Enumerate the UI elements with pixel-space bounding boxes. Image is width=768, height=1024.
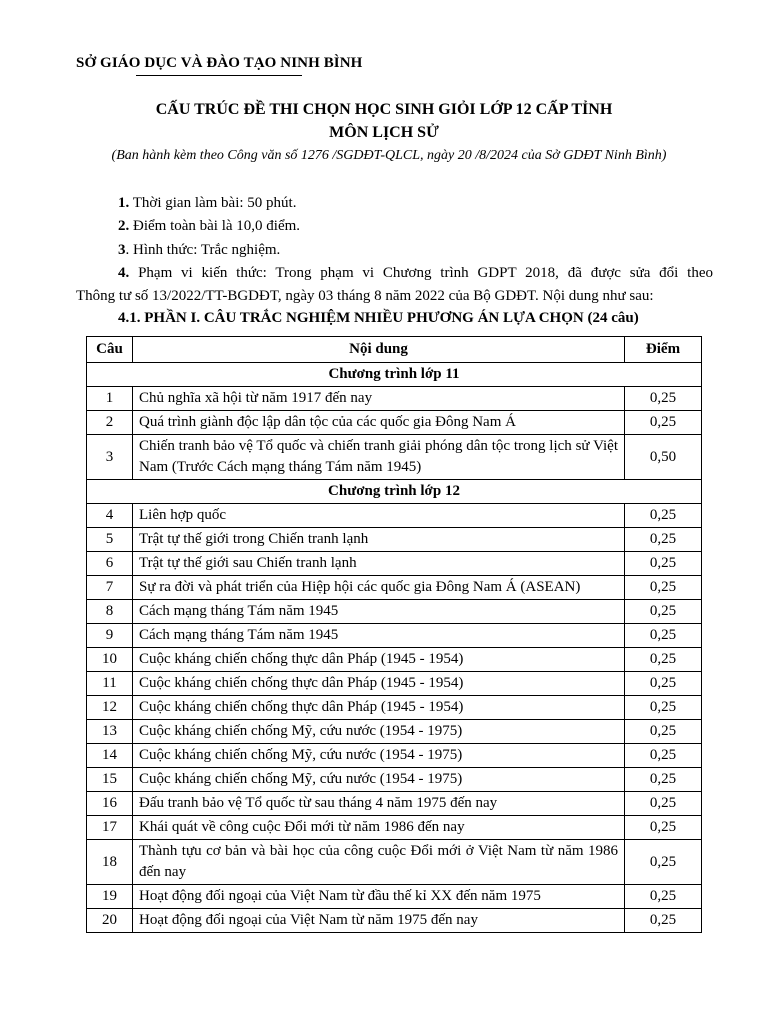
item-format (118, 242, 280, 259)
question-number: 12 (87, 696, 133, 720)
question-score: 0,25 (625, 768, 702, 792)
item-number: 1. (118, 195, 130, 211)
question-number: 14 (87, 744, 133, 768)
department-underline (136, 75, 302, 76)
question-score: 0,25 (625, 885, 702, 909)
question-number: 11 (87, 672, 133, 696)
group-row (87, 363, 702, 387)
table-row (87, 672, 702, 696)
table-row (87, 720, 702, 744)
question-number: 15 (87, 768, 133, 792)
question-score: 0,25 (625, 840, 702, 885)
table-row (87, 411, 702, 435)
item-number: 2. (118, 218, 130, 234)
table-row (87, 768, 702, 792)
table-row (87, 648, 702, 672)
question-content: Đấu tranh bảo vệ Tổ quốc từ sau tháng 4 năm 1975 đến nay (133, 792, 625, 816)
question-score: 0,25 (625, 672, 702, 696)
question-number: 10 (87, 648, 133, 672)
subject-title: MÔN LỊCH SỬ (329, 124, 439, 141)
question-number: 19 (87, 885, 133, 909)
question-content: Khái quát về công cuộc Đổi mới từ năm 1986 đến nay (133, 816, 625, 840)
table-row (87, 504, 702, 528)
question-content: Cuộc kháng chiến chống Mỹ, cứu nước (1954 - 1975) (133, 744, 625, 768)
table-row (87, 435, 702, 480)
item-text: Điểm toàn bài là 10,0 điểm. (129, 218, 301, 234)
table-body (87, 363, 702, 933)
table-row (87, 387, 702, 411)
content-table (86, 336, 702, 933)
item-total-score (118, 218, 300, 235)
table-row (87, 816, 702, 840)
question-number: 4 (87, 504, 133, 528)
question-score: 0,25 (625, 720, 702, 744)
question-score: 0,50 (625, 435, 702, 480)
question-content: Chiến tranh bảo vệ Tổ quốc và chiến tranh giải phóng dân tộc trong lịch sử Việt Nam (Trước Cách mạng tháng Tám năm 1945) (133, 435, 625, 480)
question-score: 0,25 (625, 696, 702, 720)
question-number: 7 (87, 576, 133, 600)
group-label: Chương trình lớp 11 (87, 363, 702, 387)
table-row (87, 909, 702, 933)
question-content: Cách mạng tháng Tám năm 1945 (133, 624, 625, 648)
question-content: Cuộc kháng chiến chống thực dân Pháp (1945 - 1954) (133, 672, 625, 696)
question-score: 0,25 (625, 411, 702, 435)
question-content: Cuộc kháng chiến chống thực dân Pháp (1945 - 1954) (133, 648, 625, 672)
question-content: Trật tự thế giới sau Chiến tranh lạnh (133, 552, 625, 576)
question-number: 17 (87, 816, 133, 840)
question-score: 0,25 (625, 816, 702, 840)
question-score: 0,25 (625, 528, 702, 552)
question-content: Chủ nghĩa xã hội từ năm 1917 đến nay (133, 387, 625, 411)
question-content: Cách mạng tháng Tám năm 1945 (133, 600, 625, 624)
question-number: 18 (87, 840, 133, 885)
question-score: 0,25 (625, 504, 702, 528)
question-content: Liên hợp quốc (133, 504, 625, 528)
item-scope-continued: Thông tư số 13/2022/TT-BGDĐT, ngày 03 tháng 8 năm 2022 của Bộ GDĐT. Nội dung như sau: (76, 288, 654, 304)
item-text: . Hình thức: Trắc nghiệm. (125, 242, 281, 258)
question-content: Cuộc kháng chiến chống thực dân Pháp (1945 - 1954) (133, 696, 625, 720)
table-header-row (87, 337, 702, 363)
question-score: 0,25 (625, 624, 702, 648)
question-number: 8 (87, 600, 133, 624)
question-content: Hoạt động đối ngoại của Việt Nam từ đầu thế kỉ XX đến năm 1975 (133, 885, 625, 909)
section-heading: 4.1. PHẦN I. CÂU TRẮC NGHIỆM NHIỀU PHƯƠNG ÁN LỰA CHỌN (24 câu) (118, 310, 639, 326)
question-score: 0,25 (625, 744, 702, 768)
question-content: Hoạt động đối ngoại của Việt Nam từ năm 1975 đến nay (133, 909, 625, 933)
question-score: 0,25 (625, 387, 702, 411)
table-row (87, 576, 702, 600)
table-row (87, 885, 702, 909)
question-content: Thành tựu cơ bản và bài học của công cuộc Đổi mới ở Việt Nam từ năm 1986 đến nay (133, 840, 625, 885)
question-content: Cuộc kháng chiến chống Mỹ, cứu nước (1954 - 1975) (133, 768, 625, 792)
question-content: Cuộc kháng chiến chống Mỹ, cứu nước (1954 - 1975) (133, 720, 625, 744)
document-title: CẤU TRÚC ĐỀ THI CHỌN HỌC SINH GIỎI LỚP 12 CẤP TỈNH (155, 101, 613, 118)
item-duration (118, 195, 296, 212)
table-row (87, 600, 702, 624)
table-row (87, 744, 702, 768)
question-content: Sự ra đời và phát triển của Hiệp hội các quốc gia Đông Nam Á (ASEAN) (133, 576, 625, 600)
item-text: Thời gian làm bài: 50 phút. (129, 195, 297, 211)
question-number: 3 (87, 435, 133, 480)
issuance-note: (Ban hành kèm theo Công văn số 1276 /SGDĐT-QLCL, ngày 20 /8/2024 của Sở GDĐT Ninh Bình) (111, 148, 667, 163)
question-number: 13 (87, 720, 133, 744)
table-row (87, 528, 702, 552)
department-name: SỞ GIÁO DỤC VÀ ĐÀO TẠO NINH BÌNH (76, 55, 363, 71)
item-scope (118, 265, 713, 282)
question-content: Quá trình giành độc lập dân tộc của các quốc gia Đông Nam Á (133, 411, 625, 435)
question-score: 0,25 (625, 909, 702, 933)
question-content: Trật tự thế giới trong Chiến tranh lạnh (133, 528, 625, 552)
question-score: 0,25 (625, 792, 702, 816)
question-number: 2 (87, 411, 133, 435)
table-row (87, 840, 702, 885)
item-text: Phạm vi kiến thức: Trong phạm vi Chương trình GDPT 2018, đã được sửa đổi theo (129, 265, 713, 281)
table-row (87, 792, 702, 816)
item-number: 3 (118, 242, 126, 258)
header-question: Câu (87, 337, 133, 363)
question-number: 16 (87, 792, 133, 816)
group-row (87, 480, 702, 504)
item-number: 4. (118, 265, 130, 281)
question-number: 20 (87, 909, 133, 933)
question-number: 6 (87, 552, 133, 576)
table-row (87, 552, 702, 576)
header-content: Nội dung (133, 337, 625, 363)
table-row (87, 624, 702, 648)
header-score: Điểm (625, 337, 702, 363)
question-score: 0,25 (625, 600, 702, 624)
question-score: 0,25 (625, 552, 702, 576)
question-number: 9 (87, 624, 133, 648)
table-row (87, 696, 702, 720)
group-label: Chương trình lớp 12 (87, 480, 702, 504)
question-score: 0,25 (625, 576, 702, 600)
question-score: 0,25 (625, 648, 702, 672)
question-number: 5 (87, 528, 133, 552)
question-number: 1 (87, 387, 133, 411)
